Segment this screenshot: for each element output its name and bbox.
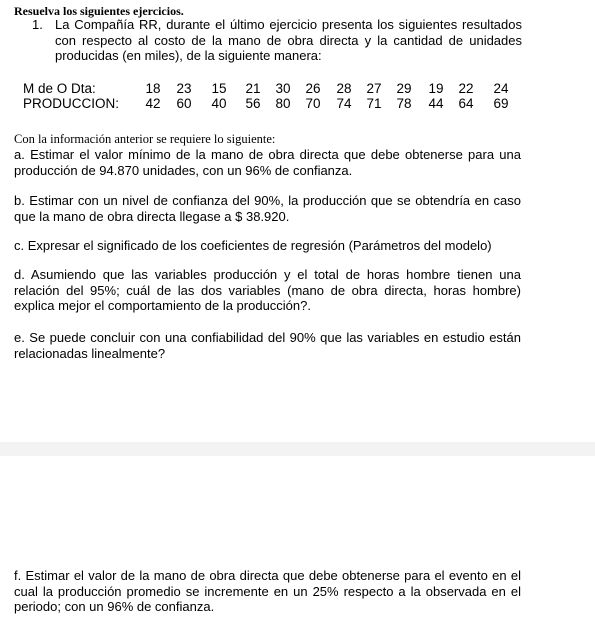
table-cell: 42 bbox=[145, 96, 161, 111]
table-cell: 44 bbox=[428, 96, 444, 111]
table-cell: 60 bbox=[176, 96, 192, 111]
intro-text: Con la información anterior se requiere lo siguiente: bbox=[14, 132, 276, 146]
row-label: PRODUCCION: bbox=[23, 96, 120, 111]
exercise-title: Resuelva los siguientes ejercicios. bbox=[14, 4, 184, 18]
table-cell: 26 bbox=[305, 81, 321, 96]
table-cell: 15 bbox=[211, 81, 227, 96]
table-cell: 28 bbox=[336, 81, 352, 96]
problem-text: La Compañía RR, durante el último ejercicio presenta los siguientes resultados con respecto al costo de la mano de obra directa y la cantidad de unidades producidas (en miles), de la siguiente manera: bbox=[55, 17, 522, 63]
table-cell: 22 bbox=[458, 81, 474, 96]
question-a: a. Estimar el valor mínimo de la mano de obra directa que debe obtenerse para una producción de 94.870 unidades, con un 96% de confianza. bbox=[14, 147, 521, 178]
table-cell: 71 bbox=[366, 96, 382, 111]
table-cell: 70 bbox=[305, 96, 321, 111]
table-cell: 29 bbox=[396, 81, 412, 96]
question-f: f. Estimar el valor de la mano de obra directa que debe obtenerse para el evento en el cual la producción promedio se incremente en un 25% respecto a la observada en el periodo; con un 96% de confianza. bbox=[14, 568, 521, 614]
table-cell: 69 bbox=[493, 96, 509, 111]
table-cell: 74 bbox=[336, 96, 352, 111]
table-cell: 23 bbox=[176, 81, 192, 96]
table-cell: 24 bbox=[493, 81, 509, 96]
table-cell: 21 bbox=[245, 81, 261, 96]
table-cell: 64 bbox=[458, 96, 474, 111]
table-cell: 80 bbox=[275, 96, 291, 111]
question-c: c. Expresar el significado de los coeficientes de regresión (Parámetros del modelo) bbox=[14, 238, 492, 253]
table-cell: 78 bbox=[396, 96, 412, 111]
page-separator bbox=[0, 442, 595, 456]
question-b: b. Estimar con un nivel de confianza del 90%, la producción que se obtendría en caso que la mano de obra directa llegase a $ 38.920. bbox=[14, 193, 521, 224]
problem-number: 1. bbox=[32, 17, 43, 32]
table-cell: 27 bbox=[366, 81, 382, 96]
question-d: d. Asumiendo que las variables producción y el total de horas hombre tienen una relación del 95%; cuál de las dos variables (mano de obra directa, horas hombre) explica mejor el comportamiento de la producción?. bbox=[14, 267, 521, 313]
row-label: M de O Dta: bbox=[23, 81, 96, 96]
question-e: e. Se puede concluir con una confiabilidad del 90% que las variables en estudio están relacionadas linealmente? bbox=[14, 330, 521, 361]
table-cell: 19 bbox=[428, 81, 444, 96]
table-cell: 30 bbox=[275, 81, 291, 96]
table-cell: 18 bbox=[145, 81, 161, 96]
table-cell: 56 bbox=[245, 96, 261, 111]
problem-statement bbox=[32, 17, 522, 64]
table-cell: 40 bbox=[211, 96, 227, 111]
